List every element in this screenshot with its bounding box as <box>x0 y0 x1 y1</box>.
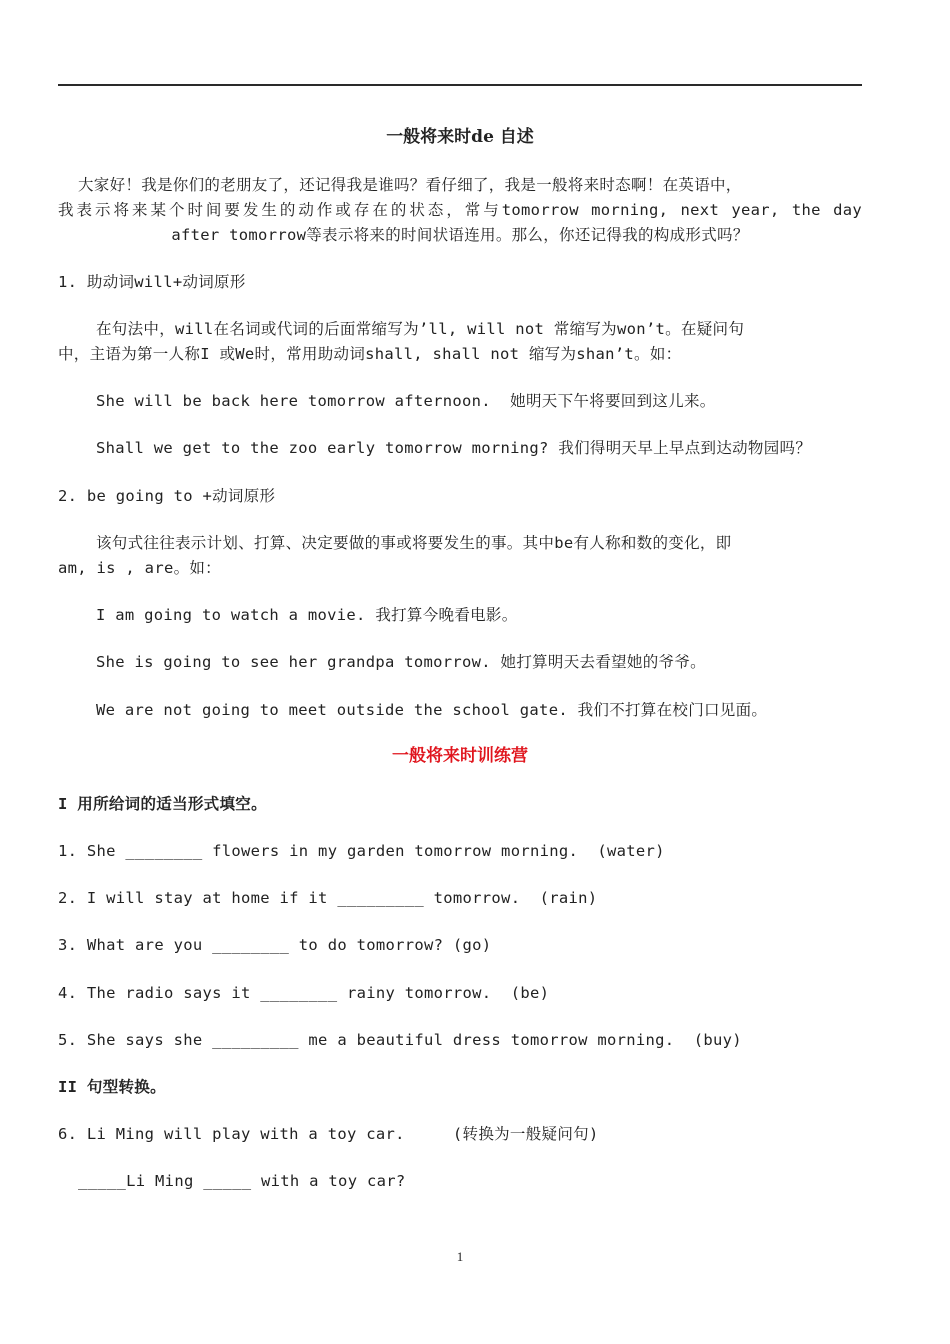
section2-para-line-2: am, is , are。如： <box>58 559 221 577</box>
part2-heading: II 句型转换。 <box>58 1078 166 1096</box>
header-rule <box>58 84 862 86</box>
question-6: 6. Li Ming will play with a toy car. (转换为一般疑问句) <box>58 1125 599 1143</box>
section2-heading: 2. be going to +动词原形 <box>58 487 276 505</box>
question-4: 4. The radio says it ________ rainy tomorrow. (be) <box>58 984 550 1002</box>
intro-line-1: 大家好！我是你们的老朋友了，还记得我是谁吗？看仔细了，我是一般将来时态啊！在英语中， <box>78 176 742 194</box>
section2-para-line-1: 该句式往往表示计划、打算、决定要做的事或将要发生的事。其中be有人称和数的变化，即 <box>96 534 732 552</box>
question-3: 3. What are you ________ to do tomorrow? (go) <box>58 936 492 954</box>
question-2: 2. I will stay at home if it _________ tomorrow. (rain) <box>58 889 598 907</box>
section2-example-2: She is going to see her grandpa tomorrow. 她打算明天去看望她的爷爷。 <box>96 653 706 671</box>
practice-title: 一般将来时训练营 <box>392 746 528 766</box>
section2-example-3: We are not going to meet outside the school gate. 我们不打算在校门口见面。 <box>96 701 768 719</box>
intro-line-3: after tomorrow等表示将来的时间状语连用。那么，你还记得我的构成形式吗？ <box>171 226 749 244</box>
section1-para-line-2: 中，主语为第一人称I 或We时，常用助动词shall, shall not 缩写为shan’t。如： <box>58 345 682 363</box>
section2-example-1: I am going to watch a movie. 我打算今晚看电影。 <box>96 606 518 624</box>
page-number: 1 <box>456 1249 464 1264</box>
question-1: 1. She ________ flowers in my garden tomorrow morning. (water) <box>58 842 665 860</box>
section1-para-line-1: 在句法中，will在名词或代词的后面常缩写为’ll, will not 常缩写为won’t。在疑问句 <box>96 320 745 338</box>
section1-heading: 1. 助动词will+动词原形 <box>58 273 246 291</box>
section1-example-1: She will be back here tomorrow afternoon. 她明天下午将要回到这儿来。 <box>96 392 716 410</box>
question-6-answer-line: _____Li Ming _____ with a toy car? <box>78 1172 406 1190</box>
part1-heading: I 用所给词的适当形式填空。 <box>58 795 267 813</box>
section1-example-2: Shall we get to the zoo early tomorrow morning? 我们得明天早上早点到达动物园吗？ <box>96 439 812 457</box>
question-5: 5. She says she _________ me a beautiful dress tomorrow morning. (buy) <box>58 1031 742 1049</box>
intro-line-2: 我表示将来某个时间要发生的动作或存在的状态，常与tomorrow morning, next year, the day <box>58 201 862 219</box>
page-title: 一般将来时de 自述 <box>386 127 534 147</box>
